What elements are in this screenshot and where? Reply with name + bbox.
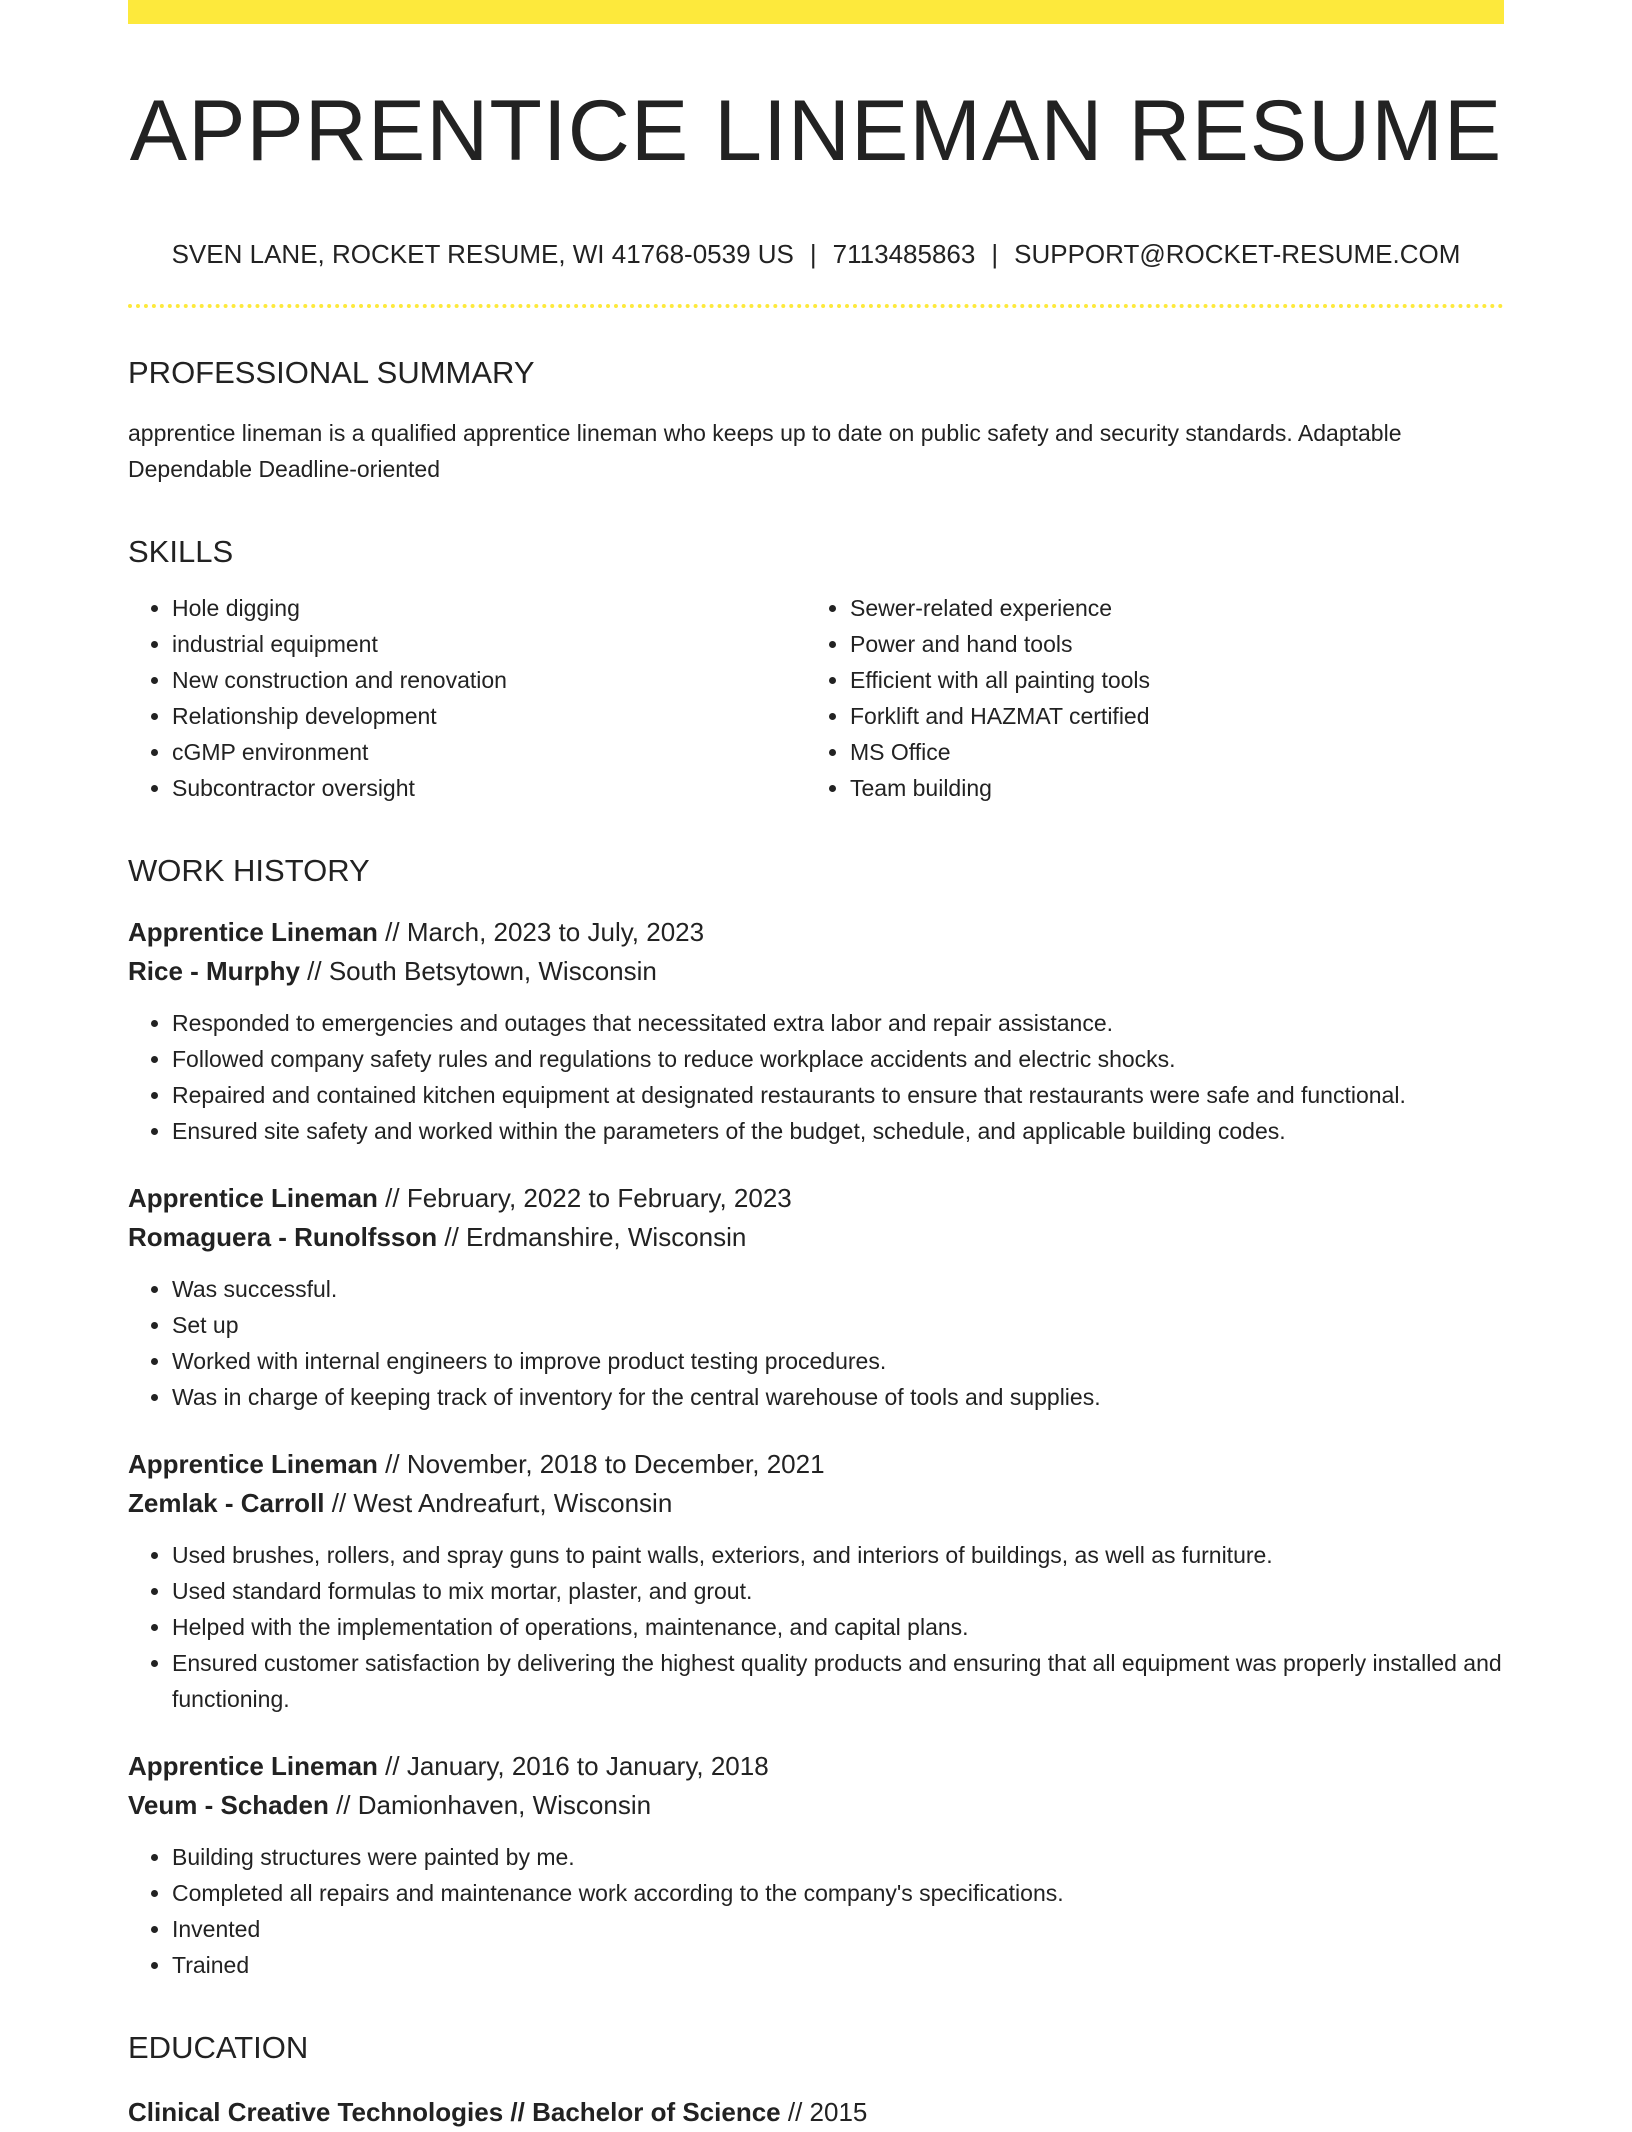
job-bullets	[128, 1839, 1504, 1983]
job-bullet: • Ensured customer satisfaction by delivering the highest quality products and ensuring that all equipment was properly installed and functioning.	[172, 1645, 1504, 1717]
education-year: // 2015	[780, 2096, 868, 2127]
skill-item: • Subcontractor oversight	[172, 770, 806, 806]
job-bullet: • Was successful.	[172, 1271, 1504, 1307]
summary-heading: PROFESSIONAL SUMMARY	[128, 354, 535, 390]
job-location: // Damionhaven, Wisconsin	[328, 1790, 652, 1821]
skill-item: • Power and hand tools	[850, 626, 1484, 662]
summary-text: apprentice lineman is a qualified apprentice lineman who keeps up to date on public safety and security standards. Adaptable Dependable Deadline-oriented	[128, 419, 1402, 482]
job-company: Romaguera - Runolfsson	[128, 1222, 438, 1253]
job-company: Zemlak - Carroll	[128, 1488, 325, 1519]
work-history-list	[128, 913, 1504, 1983]
job-bullet: • Ensured site safety and worked within the parameters of the budget, schedule, and applicable building codes.	[172, 1113, 1504, 1149]
job-dates: // March, 2023 to July, 2023	[377, 917, 705, 948]
job-company-line	[128, 952, 1504, 991]
skill-item: • cGMP environment	[172, 734, 806, 770]
job-bullets	[128, 1537, 1504, 1717]
job-bullet: • Responded to emergencies and outages that necessitated extra labor and repair assistance.	[172, 1005, 1504, 1041]
skill-item: • New construction and renovation	[172, 662, 806, 698]
job-title-line	[128, 1445, 1504, 1484]
skill-item: • industrial equipment	[172, 626, 806, 662]
contact-separator: |	[809, 238, 817, 269]
job-entry	[128, 1179, 1504, 1415]
job-dates: // January, 2016 to January, 2018	[377, 1751, 769, 1782]
contact-separator: |	[991, 238, 999, 269]
job-bullet: • Helped with the implementation of operations, maintenance, and capital plans.	[172, 1609, 1504, 1645]
job-dates: // February, 2022 to February, 2023	[377, 1183, 792, 1214]
contact-line	[128, 239, 1504, 270]
skills-list	[128, 590, 1504, 806]
job-company-line	[128, 1786, 1504, 1825]
job-company: Rice - Murphy	[128, 956, 300, 987]
skills-column-left	[128, 590, 806, 806]
dotted-divider	[128, 304, 1504, 308]
resume-page	[128, 0, 1504, 2132]
job-title: Apprentice Lineman	[128, 1183, 378, 1214]
skill-item: • Efficient with all painting tools	[850, 662, 1484, 698]
job-bullets	[128, 1005, 1504, 1149]
job-title: Apprentice Lineman	[128, 917, 378, 948]
contact-email[interactable]: SUPPORT@ROCKET-RESUME.COM	[1014, 238, 1461, 269]
job-bullet: • Followed company safety rules and regulations to reduce workplace accidents and electric shocks.	[172, 1041, 1504, 1077]
skill-item: • MS Office	[850, 734, 1484, 770]
skills-column-right	[806, 590, 1484, 806]
job-entry	[128, 1747, 1504, 1983]
job-title: Apprentice Lineman	[128, 1751, 378, 1782]
job-title-line	[128, 1179, 1504, 1218]
skill-item: • Forklift and HAZMAT certified	[850, 698, 1484, 734]
resume-title: APPRENTICE LINEMAN RESUME	[129, 83, 1503, 179]
education-entry	[128, 2093, 1504, 2132]
job-entry	[128, 1445, 1504, 1717]
job-bullet: • Used brushes, rollers, and spray guns to paint walls, exteriors, and interiors of buildings, as well as furniture.	[172, 1537, 1504, 1573]
job-dates: // November, 2018 to December, 2021	[377, 1449, 825, 1480]
skill-item: • Hole digging	[172, 590, 806, 626]
job-bullet: • Invented	[172, 1911, 1504, 1947]
education-degree: // Bachelor of Science	[503, 2096, 781, 2127]
job-bullet: • Completed all repairs and maintenance work according to the company's specifications.	[172, 1875, 1504, 1911]
job-bullet: • Trained	[172, 1947, 1504, 1983]
job-title: Apprentice Lineman	[128, 1449, 378, 1480]
skill-item: • Team building	[850, 770, 1484, 806]
job-bullets	[128, 1271, 1504, 1415]
skills-heading: SKILLS	[128, 533, 234, 569]
contact-phone: 7113485863	[832, 238, 976, 269]
work-history-heading: WORK HISTORY	[128, 853, 370, 889]
job-bullet: • Building structures were painted by me.	[172, 1839, 1504, 1875]
job-location: // Erdmanshire, Wisconsin	[437, 1222, 747, 1253]
skill-item: • Relationship development	[172, 698, 806, 734]
job-entry	[128, 913, 1504, 1149]
job-location: // West Andreafurt, Wisconsin	[324, 1488, 673, 1519]
job-bullet: • Worked with internal engineers to improve product testing procedures.	[172, 1343, 1504, 1379]
job-bullet: • Set up	[172, 1307, 1504, 1343]
education-heading: EDUCATION	[128, 2030, 309, 2066]
job-bullet: • Was in charge of keeping track of inventory for the central warehouse of tools and supplies.	[172, 1379, 1504, 1415]
job-title-line	[128, 1747, 1504, 1786]
contact-address: SVEN LANE, ROCKET RESUME, WI 41768-0539 US	[171, 238, 794, 269]
job-location: // South Betsytown, Wisconsin	[299, 956, 657, 987]
skill-item: • Sewer-related experience	[850, 590, 1484, 626]
job-bullet: • Repaired and contained kitchen equipment at designated restaurants to ensure that restaurants were safe and functional.	[172, 1077, 1504, 1113]
education-field: Clinical Creative Technologies	[128, 2096, 504, 2127]
job-company-line	[128, 1484, 1504, 1523]
job-company: Veum - Schaden	[128, 1790, 329, 1821]
top-accent-bar	[128, 0, 1504, 24]
job-title-line	[128, 913, 1504, 952]
job-company-line	[128, 1218, 1504, 1257]
job-bullet: • Used standard formulas to mix mortar, plaster, and grout.	[172, 1573, 1504, 1609]
